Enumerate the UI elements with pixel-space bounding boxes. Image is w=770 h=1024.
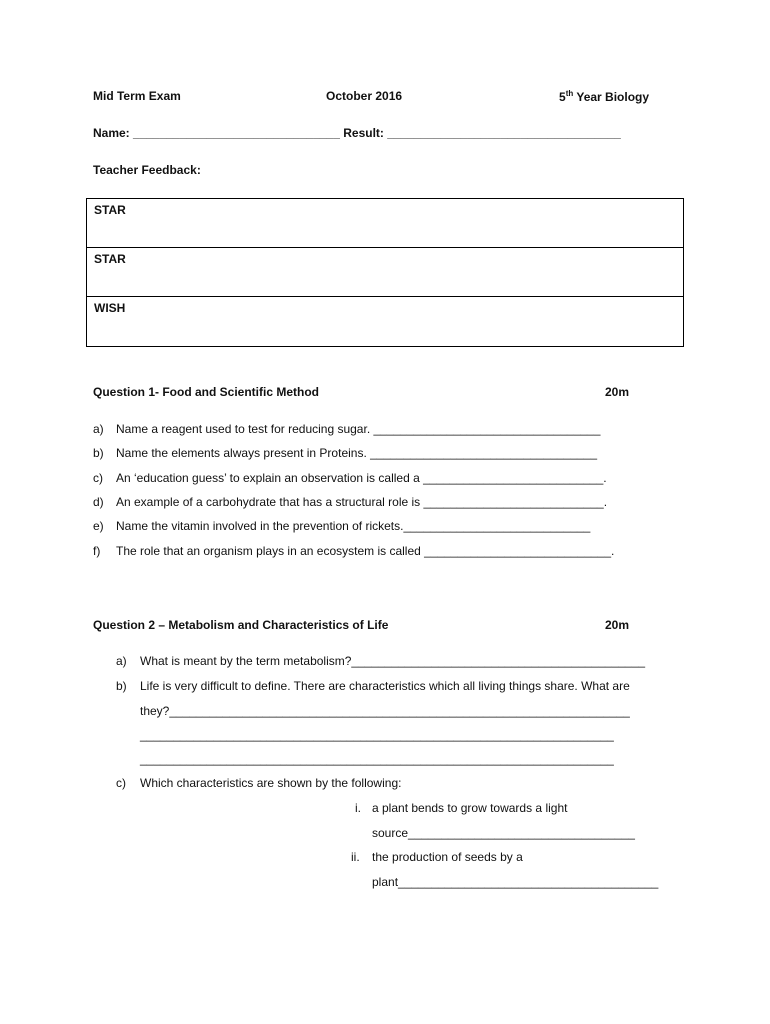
q1-item-f	[93, 544, 614, 558]
item-letter: b)	[116, 679, 127, 693]
sub-item-text: a plant bends to grow towards a light	[372, 801, 568, 815]
q2-item-b	[116, 679, 630, 693]
q1-item-e	[93, 519, 590, 533]
item-text[interactable]: What is meant by the term metabolism?____________________________________________	[140, 654, 646, 668]
answer-line[interactable]: plant_______________________________________	[372, 875, 659, 889]
item-text: Which characteristics are shown by the following:	[140, 776, 402, 790]
item-text[interactable]: The role that an organism plays in an ecosystem is called ____________________________.	[116, 544, 615, 558]
item-letter: f)	[93, 544, 101, 558]
item-letter: a)	[93, 422, 104, 436]
item-letter: e)	[93, 519, 104, 533]
item-letter: b)	[93, 446, 104, 460]
q1-item-d	[93, 495, 607, 509]
exam-date: October 2016	[326, 89, 403, 103]
exam-title: Mid Term Exam	[93, 89, 181, 103]
feedback-label: STAR	[94, 252, 126, 266]
question-1-marks: 20m	[605, 385, 630, 399]
item-text[interactable]: Name the elements always present in Proteins. __________________________________	[116, 446, 598, 460]
feedback-row-star-2[interactable]	[87, 248, 683, 297]
feedback-table	[86, 198, 684, 347]
item-text[interactable]: Name a reagent used to test for reducing sugar. __________________________________	[116, 422, 601, 436]
q2-item-c	[116, 776, 401, 790]
sub-item-number: i.	[355, 801, 361, 815]
feedback-label: WISH	[94, 301, 126, 315]
exam-class	[559, 89, 649, 104]
item-letter: c)	[93, 471, 103, 485]
feedback-row-wish[interactable]	[87, 297, 683, 346]
q1-item-b	[93, 446, 597, 460]
teacher-feedback-label: Teacher Feedback:	[93, 163, 201, 177]
year-number: 5	[559, 90, 566, 104]
feedback-label: STAR	[94, 203, 126, 217]
item-text: Life is very difficult to define. There are characteristics which all living things share. What are	[140, 679, 630, 693]
q1-item-c	[93, 471, 607, 485]
year-suffix: th	[565, 89, 574, 98]
sub-item-number: ii.	[351, 850, 360, 864]
feedback-row-star-1[interactable]	[87, 199, 683, 248]
answer-line[interactable]: they?_____________________________________________________________________	[140, 704, 630, 718]
answer-line[interactable]: _______________________________________________________________________	[140, 728, 614, 742]
question-1-title: Question 1- Food and Scientific Method	[93, 385, 320, 399]
answer-line[interactable]: source__________________________________	[372, 826, 635, 840]
q1-item-a	[93, 422, 600, 436]
q2-item-a	[116, 654, 645, 668]
answer-line[interactable]: _______________________________________________________________________	[140, 752, 614, 766]
question-2-marks: 20m	[605, 618, 630, 632]
item-text[interactable]: An ‘education guess’ to explain an observation is called a ___________________________.	[116, 471, 607, 485]
year-subject: Year Biology	[573, 90, 650, 104]
item-text[interactable]: An example of a carbohydrate that has a structural role is ___________________________.	[116, 495, 608, 509]
item-letter: d)	[93, 495, 104, 509]
question-2-title: Question 2 – Metabolism and Characteristics of Life	[93, 618, 389, 632]
item-text[interactable]: Name the vitamin involved in the prevention of rickets.____________________________	[116, 519, 591, 533]
item-letter: a)	[116, 654, 127, 668]
sub-item-text: the production of seeds by a	[372, 850, 523, 864]
item-letter: c)	[116, 776, 126, 790]
name-result-line[interactable]: Name: _______________________________ Result: ___________________________________	[93, 126, 621, 140]
